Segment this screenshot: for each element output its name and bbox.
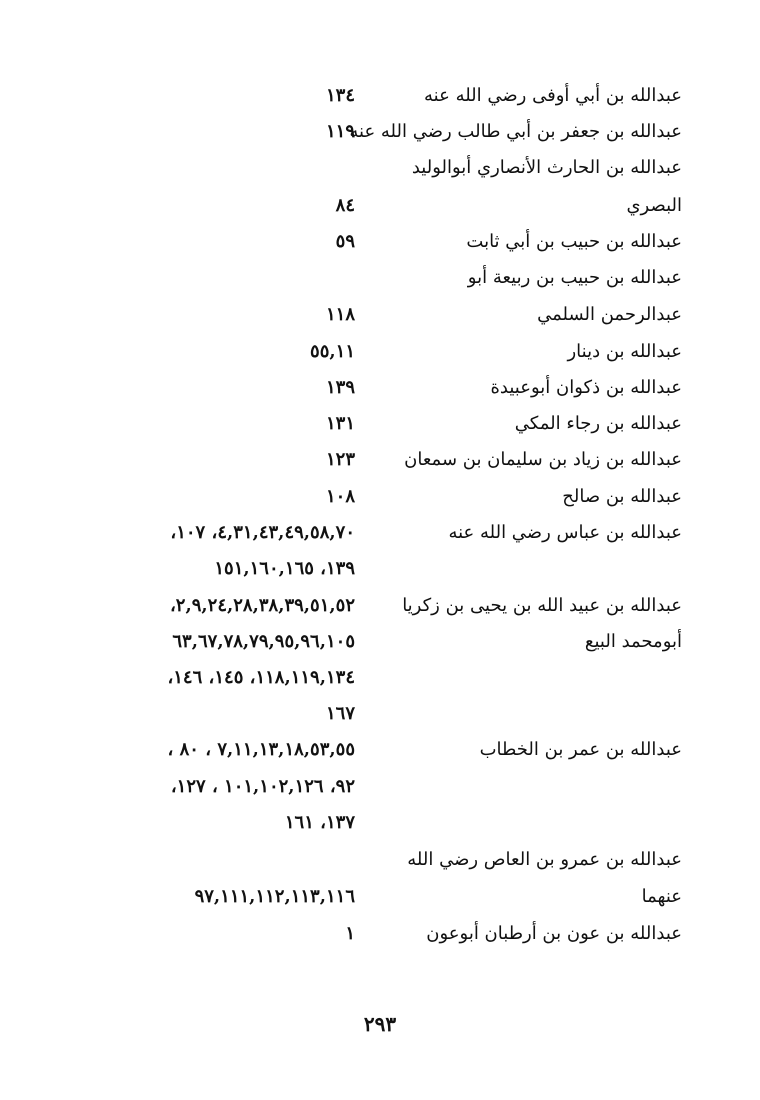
entry-pages: ١١٨ (325, 304, 355, 325)
entry-pages: ١٣١ (325, 413, 355, 434)
entry-name: عبدالله بن عبيد الله بن يحيى بن زكريا (402, 595, 682, 616)
entry-pages: ١ (345, 923, 355, 944)
entry-pages: ١٢٣ (325, 449, 355, 470)
entry-name: عبدالله بن عباس رضي الله عنه (448, 522, 682, 543)
entry-pages: ١٣٧، ١٦١ (284, 812, 355, 833)
entry-pages: ٥٩ (335, 231, 355, 252)
entry-name: عنهما (641, 886, 682, 907)
entry-name: عبدالله بن الحارث الأنصاري أبوالوليد (411, 157, 682, 178)
entry-name: عبدالرحمن السلمي (537, 304, 682, 325)
entry-pages: ١٠٨ (325, 486, 355, 507)
entry-name: عبدالله بن عون بن أرطبان أبوعون (426, 923, 682, 944)
entry-name: عبدالله بن رجاء المكي (514, 413, 682, 434)
entry-name: عبدالله بن صالح (562, 486, 682, 507)
entry-name: عبدالله بن ذكوان أبوعبيدة (490, 377, 682, 398)
entry-pages: ١٣٤ (325, 85, 355, 106)
entry-name: عبدالله بن حبيب بن ربيعة أبو (467, 267, 682, 288)
entry-pages: ١١٩ (325, 121, 355, 142)
entry-pages: ١٦٧ (325, 703, 355, 724)
entry-name: عبدالله بن دينار (567, 341, 682, 362)
entry-pages: ٦٣,٦٧,٧٨,٧٩,٩٥,٩٦,١٠٥ (172, 631, 355, 652)
entry-pages: ٤,٣١,٤٣,٤٩,٥٨,٧٠، ١٠٧، (170, 522, 355, 543)
entry-pages: ٢,٩,٢٤,٢٨,٣٨,٣٩,٥١,٥٢، (169, 595, 355, 616)
entry-name: عبدالله بن عمرو بن العاص رضي الله (407, 849, 682, 870)
entry-pages: ١٣٩، ١٥١,١٦٠,١٦٥ (214, 558, 355, 579)
entry-name: عبدالله بن زياد بن سليمان بن سمعان (404, 449, 682, 470)
entry-pages: ١١٨,١١٩,١٣٤، ١٤٥، ١٤٦، (167, 667, 355, 688)
entry-name: عبدالله بن جعفر بن أبي طالب رضي الله عنه (349, 121, 682, 142)
page-number: ٢٩٣ (363, 1012, 397, 1036)
entry-name: عبدالله بن حبيب بن أبي ثابت (466, 231, 682, 252)
entry-name: عبدالله بن أبي أوفى رضي الله عنه (424, 85, 682, 106)
entry-name: البصري (626, 195, 682, 216)
entry-pages: ٧,١١,١٣,١٨,٥٣,٥٥ ، ٨٠ ، (167, 739, 355, 760)
entry-pages: ١٣٩ (325, 377, 355, 398)
entry-pages: ٨٤ (335, 195, 355, 216)
entry-name: أبومحمد البيع (584, 631, 682, 652)
entry-pages: ٥٥,١١ (310, 341, 355, 362)
entry-pages: ٩٧,١١١,١١٢,١١٣,١١٦ (194, 886, 355, 907)
entry-pages: ٩٢، ١٠١,١٠٢,١٢٦ ، ١٢٧، (170, 776, 355, 797)
entry-name: عبدالله بن عمر بن الخطاب (479, 739, 682, 760)
